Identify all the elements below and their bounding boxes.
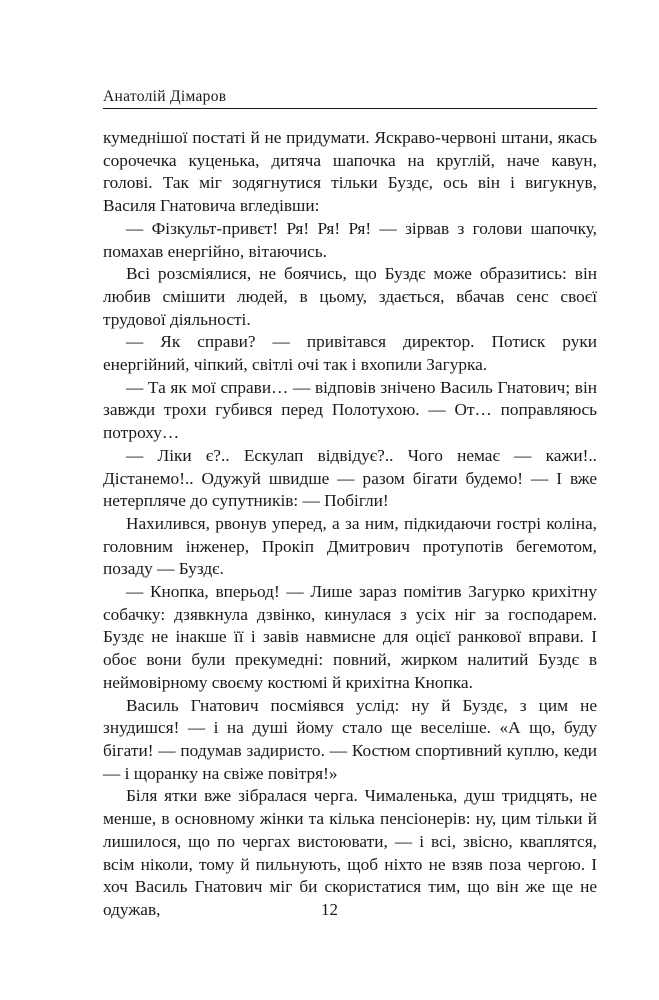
paragraph: Біля ятки вже зібралася черга. Чималенька, душ тридцять, не менше, в основному жінки та кілька пенсіонерів: ну, цим тільки й лишилося, що по чергах вистоювати, — і всі, звісно, кваплятся, всім ніколи, тому й пильнують, щоб ніхто не взяв поза чергою. І хоч Василь Гнатович міг би скористатися тим, що він же ще не одужав, [103, 786, 597, 919]
paragraph: Василь Гнатович посміявся услід: ну й Буздє, з цим не знудишся! — і на душі йому стало ще веселіше. «А що, буду бігати! — подумав задиристо. — Костюм спортивний куплю, кеди — і щоранку на свіже повітря!» [103, 695, 597, 783]
paragraph: — Та як мої справи… — відповів знічено Василь Гнатович; він завжди трохи губився перед Полотухою. — От… поправляюсь потроху… [103, 377, 597, 443]
paragraph: — Фізкульт-привєт! Ря! Ря! Ря! — зірвав з голови шапочку, помахав енергійно, вітаючись. [103, 218, 597, 261]
body-text [103, 127, 597, 922]
running-head-author: Анатолій Дімаров [103, 88, 227, 105]
paragraph: Нахилився, рвонув уперед, а за ним, підкидаючи гострі коліна, головним інженер, Прокіп Дмитрович протупотів бегемотом, позаду — Буздє. [103, 513, 597, 579]
paragraph: — Як справи? — привітався директор. Потиск руки енергійний, чіпкий, світлі очі так і вхопили Загурка. [103, 332, 597, 375]
paragraph: кумеднішої постаті й не придумати. Яскраво-червоні штани, якась сорочечка куценька, дитяча шапочка на круглій, наче кавун, голові. Так міг зодягнутися тільки Буздє, ось він і вигукнув, Василя Гнатовича вгледівши: [103, 128, 597, 216]
paragraph: — Кнопка, вперьод! — Лише зараз помітив Загурко крихітну собачку: дзявкнула дзвінко, кинулася з усіх ніг за господарем. Буздє не інакше її і завів навмисне для оцієї ранкової вправи. І обоє вони були прекумедні: повний, жирком налитий Буздє в неймовірному своєму костюмі й крихітна Кнопка. [103, 582, 597, 692]
header-rule [103, 108, 597, 109]
paragraph: — Ліки є?.. Ескулап відвідує?.. Чого немає — кажи!.. Дістанемо!.. Одужуй швидше — разом бігати будемо! — І вже нетерпляче до супутників: — Побігли! [103, 445, 597, 511]
paragraph: Всі розсміялися, не боячись, що Буздє може образитись: він любив смішити людей, в цьому, здається, вбачав сенс своєї трудової діяльності. [103, 264, 597, 329]
page-number: 12 [321, 900, 338, 919]
